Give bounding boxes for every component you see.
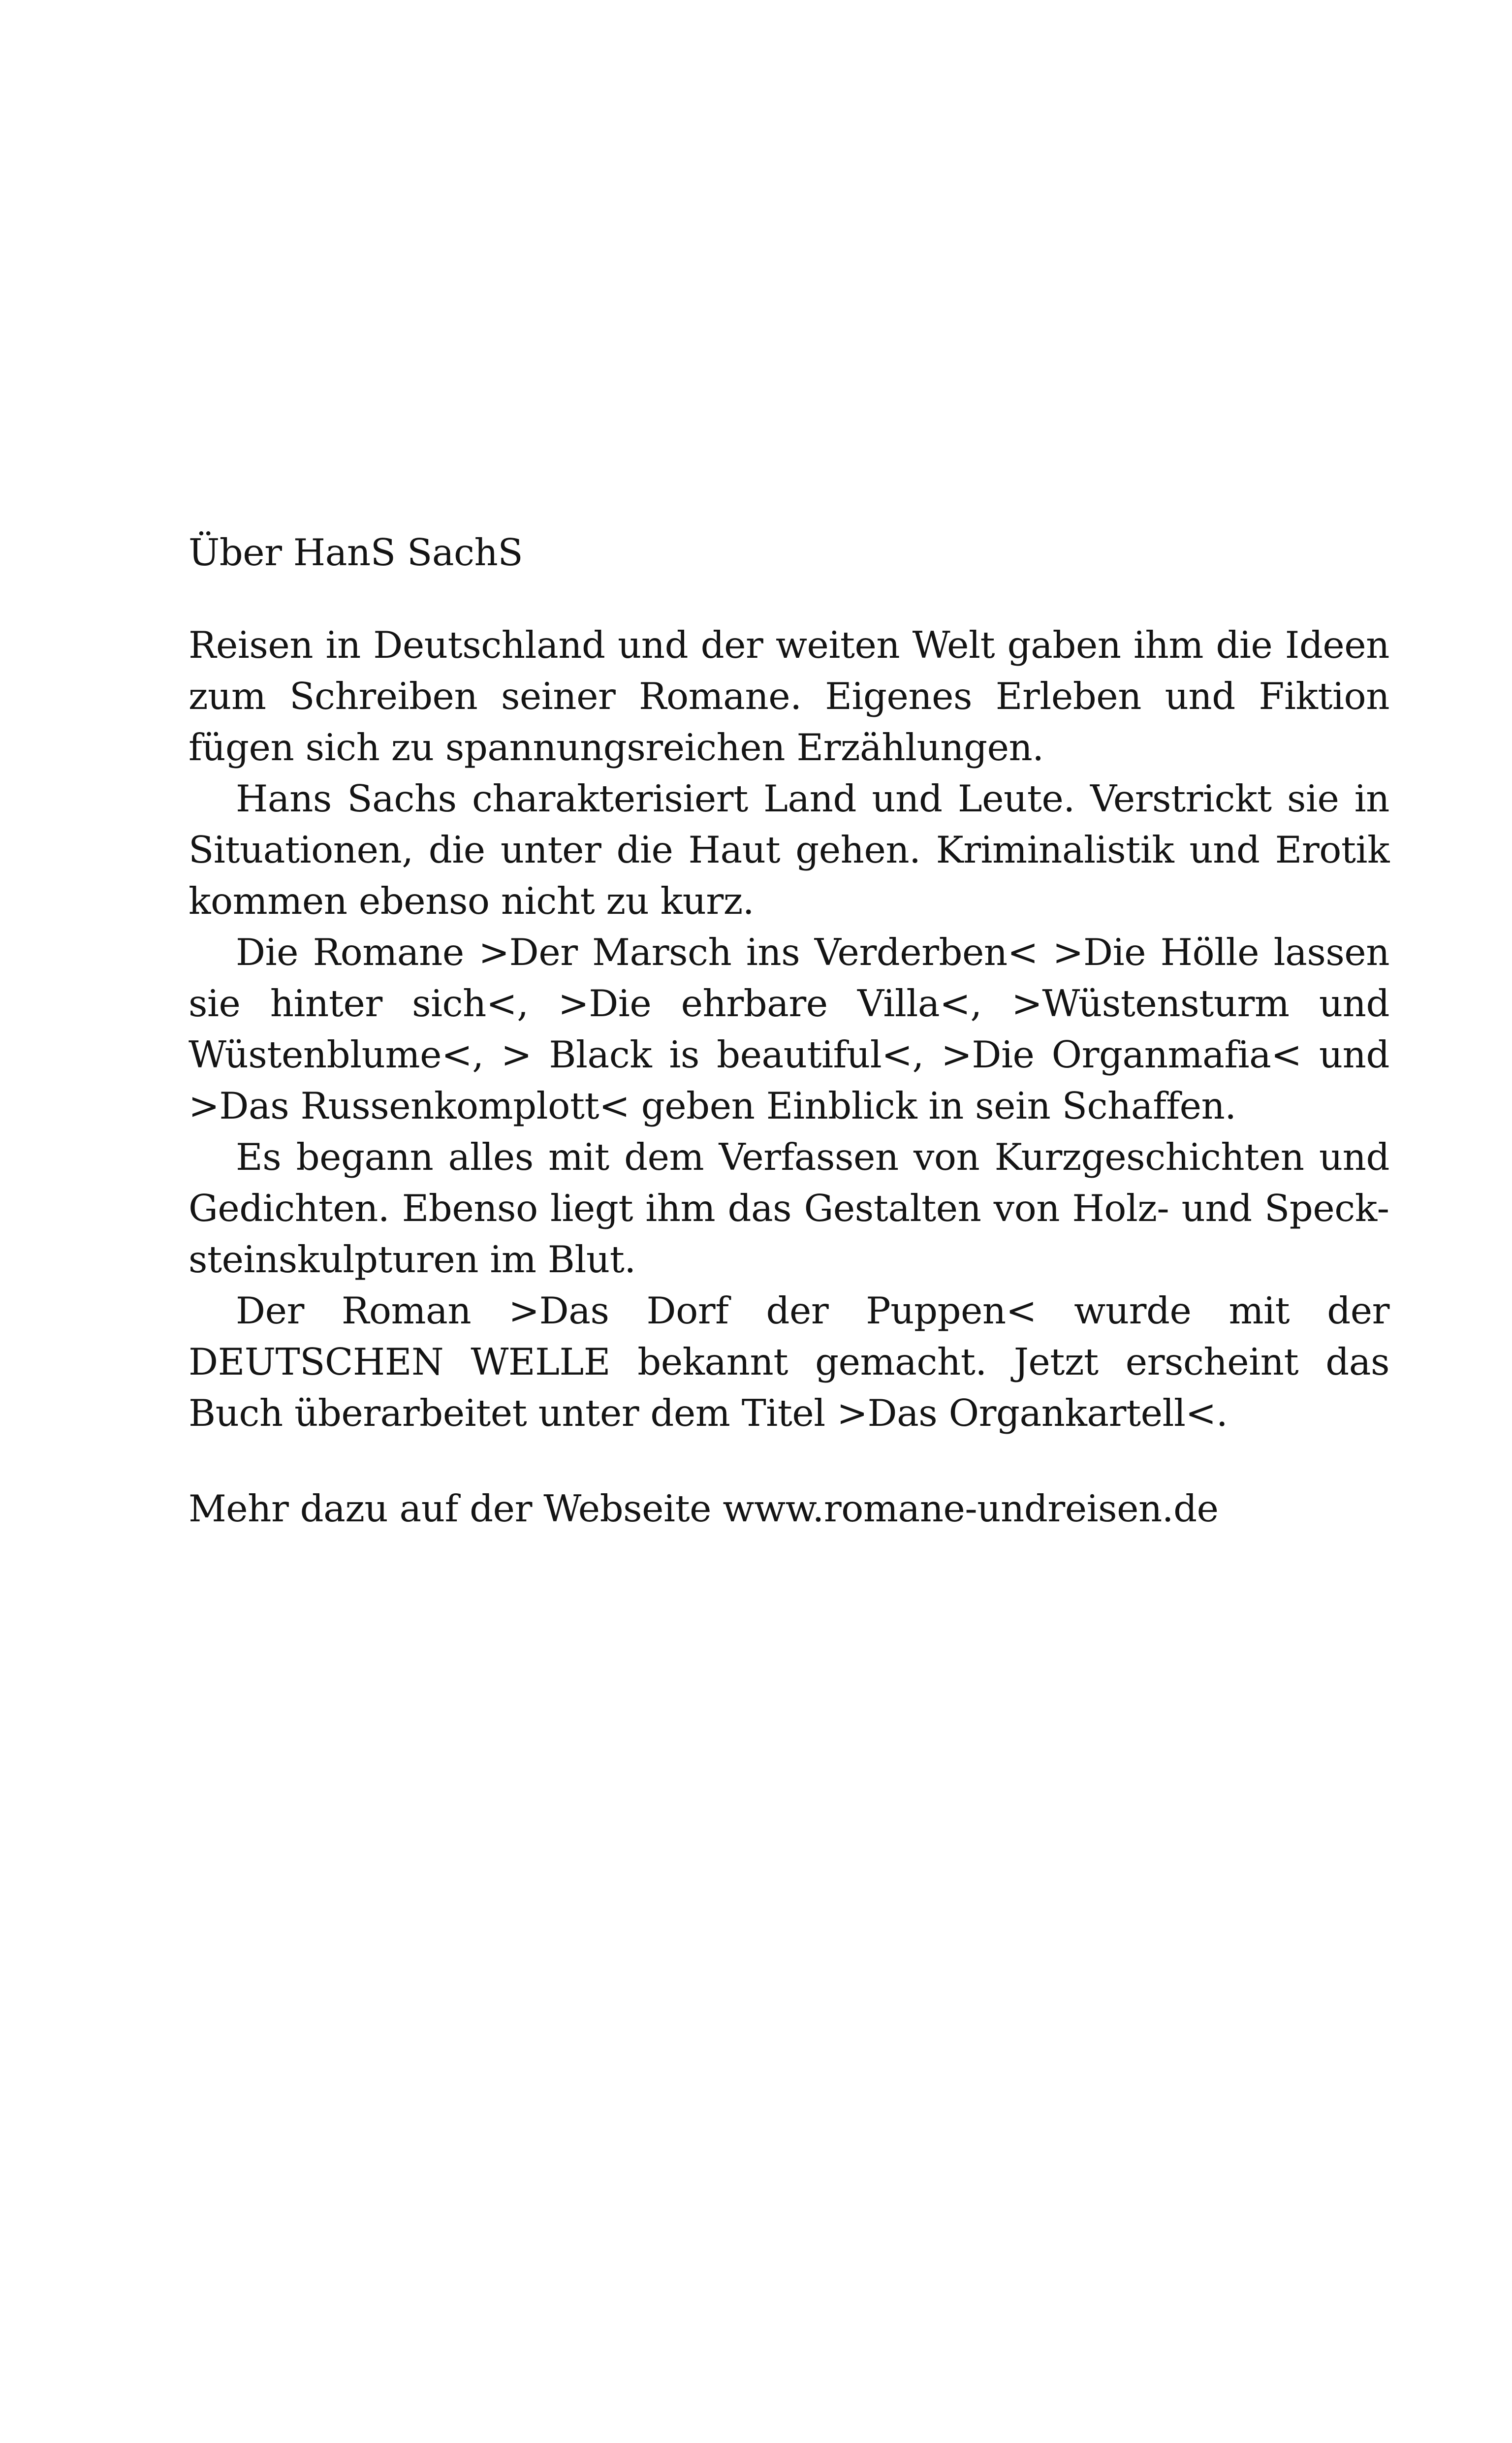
bio-paragraph: Die Romane >Der Marsch ins Verderben< >Die Hölle lassen sie hinter sich<, >Die ehrbare Villa<, >Wüstensturm und Wüstenblume<, > Black is beautiful<, >Die Organmafia< und >Das Russenkomplott< geben Einblick in sein Schaffen. <box>189 931 1389 1127</box>
bio-paragraph: Reisen in Deutschland und der weiten Welt gaben ihm die Ideen zum Schreiben seiner Romane. Eigenes Erleben und Fiktion fügen sich zu spannungsreichen Erzählungen. <box>189 623 1389 769</box>
author-bio <box>189 527 1389 1534</box>
bio-paragraph: Der Roman >Das Dorf der Puppen< wurde mit der DEUTSCHEN WELLE bekannt gemacht. Jetzt erscheint das Buch überarbeitet unter dem Titel >Das Organkartell<. <box>189 1289 1389 1435</box>
bio-paragraph: Hans Sachs charakterisiert Land und Leute. Verstrickt sie in Situationen, die unter die Haut gehen. Kriminalistik und Erotik kommen ebenso nicht zu kurz. <box>189 777 1389 923</box>
page-heading: Über HanS SachS <box>189 531 523 574</box>
website-note: Mehr dazu auf der Webseite www.romane-undreisen.de <box>189 1487 1219 1530</box>
bio-paragraph: Es begann alles mit dem Verfassen von Kurzgeschichten und Gedichten. Ebenso liegt ihm das Gestalten von Holz- und Specksteinskulpturen im Blut. <box>189 1135 1389 1281</box>
